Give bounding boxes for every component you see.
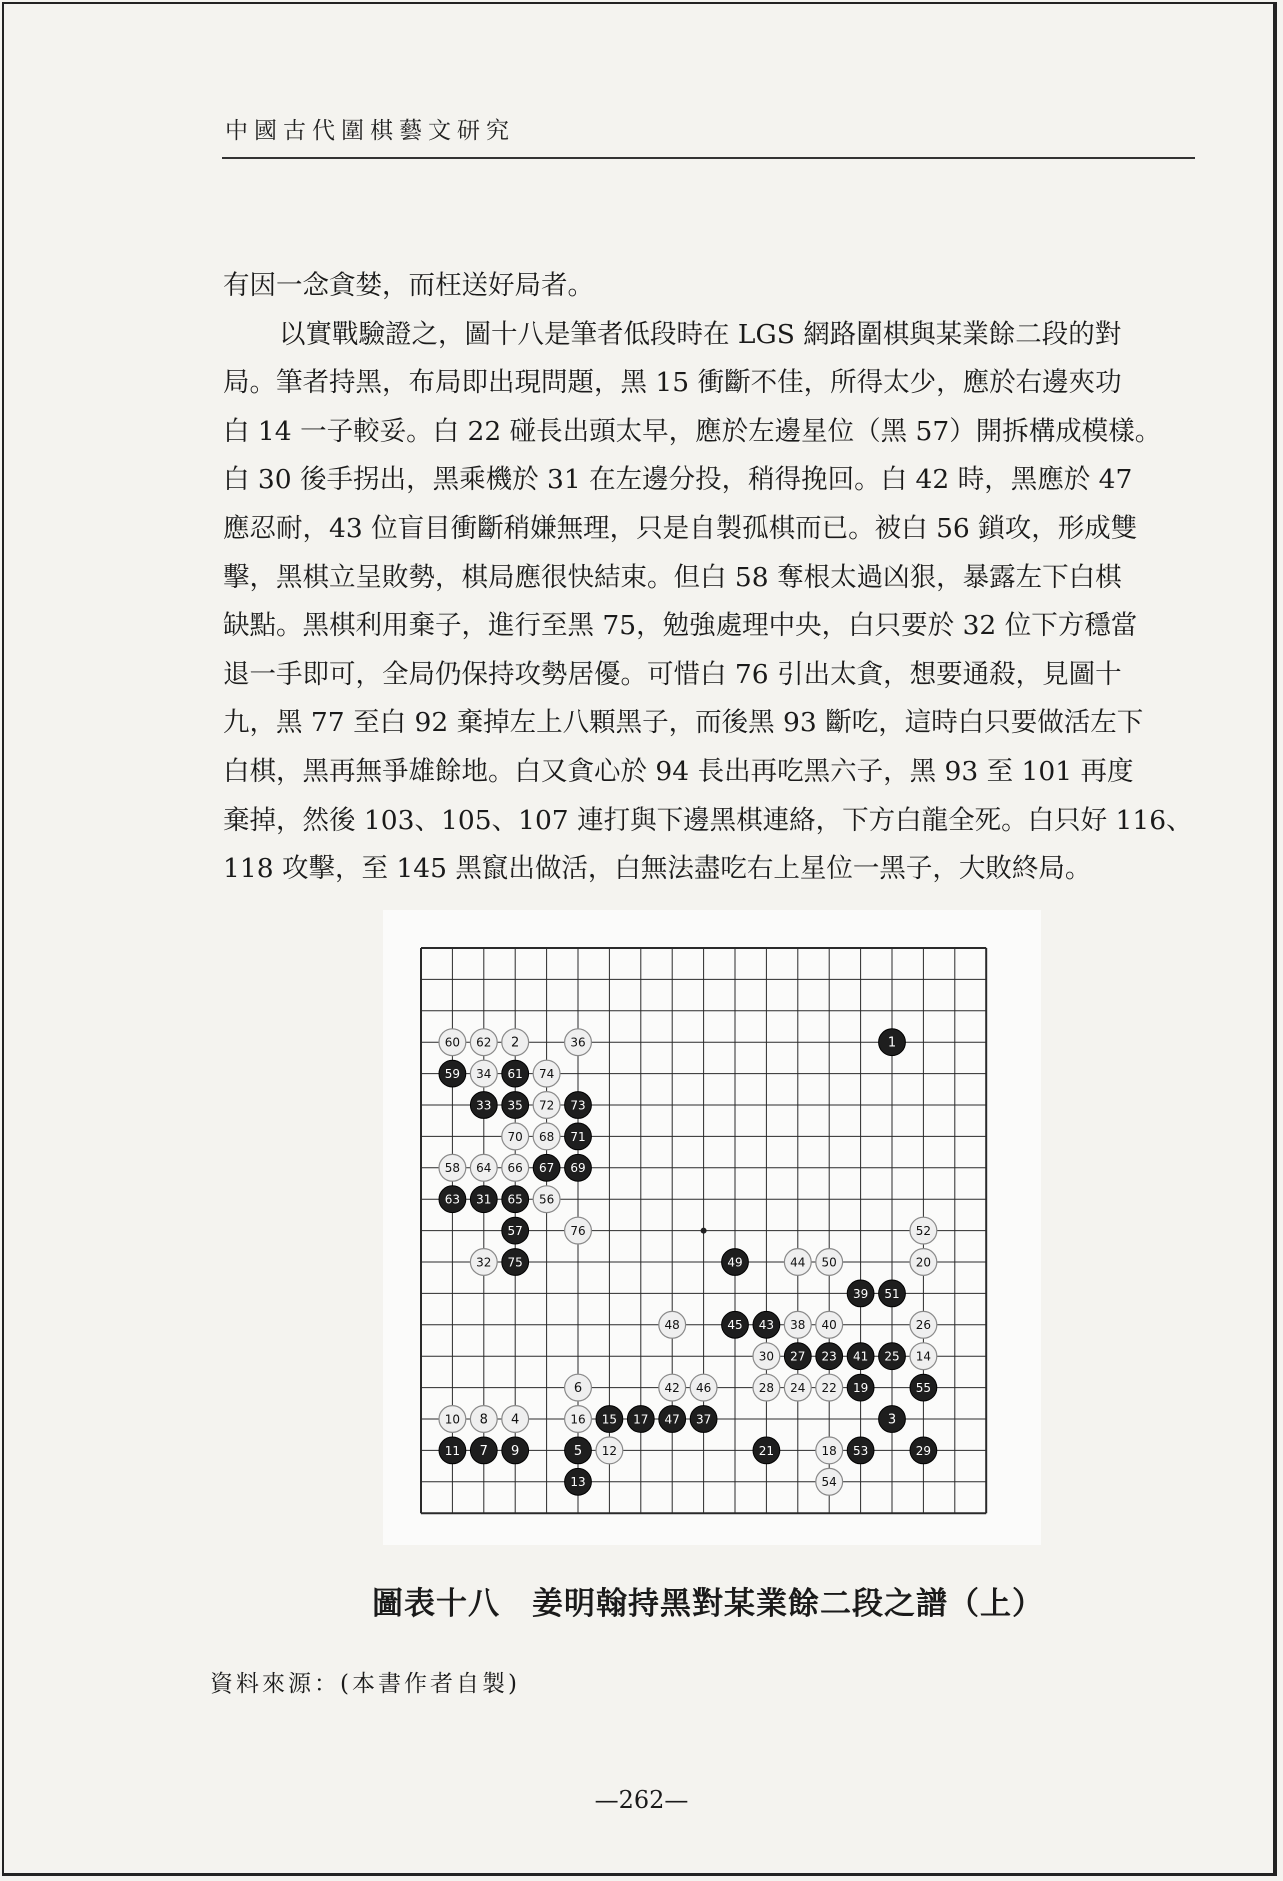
black-stone [753, 1437, 780, 1464]
black-stone [502, 1217, 529, 1244]
move-number: 55 [915, 1381, 932, 1395]
white-stone [470, 1249, 497, 1276]
move-number: 49 [727, 1255, 743, 1270]
move-number: 35 [507, 1098, 523, 1113]
black-stone [502, 1249, 529, 1276]
move-number: 11 [444, 1443, 461, 1458]
text-line: 退一手即可，全局仍保持攻勢居優。可惜白 76 引出太貪，想要通殺，見圖十 [223, 658, 1122, 690]
white-stone [596, 1437, 623, 1464]
move-number: 9 [511, 1443, 520, 1459]
move-number: 36 [570, 1035, 586, 1050]
white-stone [784, 1311, 811, 1338]
black-stone [659, 1406, 686, 1433]
move-number: 29 [915, 1443, 932, 1458]
source-note: 資料來源：(本書作者自製) [210, 1671, 520, 1697]
white-stone [502, 1154, 529, 1181]
move-number: 19 [852, 1381, 869, 1395]
move-number: 46 [695, 1381, 712, 1395]
move-number: 61 [507, 1067, 523, 1081]
move-number: 8 [479, 1412, 488, 1428]
white-stone [470, 1060, 497, 1087]
move-number: 5 [573, 1443, 583, 1459]
move-number: 28 [758, 1381, 775, 1395]
move-number: 43 [758, 1318, 775, 1333]
white-stone [816, 1249, 843, 1276]
go-game-record-figure [383, 910, 1041, 1545]
black-stone [565, 1092, 592, 1119]
move-number: 66 [507, 1161, 523, 1176]
move-number: 42 [664, 1381, 680, 1395]
black-stone [847, 1374, 874, 1401]
white-stone [533, 1060, 560, 1087]
text-line: 局。筆者持黑，布局即出現問題，黑 15 衝斷不佳，所得太少，應於右邊夾功 [223, 367, 1122, 399]
black-stone [502, 1060, 529, 1087]
white-stone [470, 1154, 497, 1181]
black-stone [784, 1343, 811, 1370]
white-stone [470, 1029, 497, 1056]
white-stone [502, 1406, 529, 1433]
white-stone [439, 1029, 466, 1056]
black-stone [565, 1437, 592, 1464]
black-stone [910, 1374, 937, 1401]
white-stone [784, 1374, 811, 1401]
white-stone [816, 1468, 843, 1495]
move-number: 30 [758, 1349, 775, 1364]
black-stone [722, 1249, 749, 1276]
black-stone [627, 1406, 654, 1433]
white-stone [910, 1249, 937, 1276]
move-number: 45 [727, 1318, 743, 1333]
black-stone [565, 1154, 592, 1181]
move-number: 38 [790, 1318, 806, 1333]
move-number: 23 [821, 1349, 837, 1364]
black-stone [879, 1029, 906, 1056]
move-number: 73 [570, 1098, 586, 1113]
running-head-title: 中國古代圍棋藝文研究 [225, 118, 515, 144]
white-stone [565, 1406, 592, 1433]
white-stone [565, 1029, 592, 1056]
move-number: 59 [444, 1067, 461, 1081]
black-stone [470, 1186, 497, 1213]
move-number: 41 [852, 1349, 869, 1364]
move-number: 3 [887, 1412, 897, 1428]
white-stone [659, 1311, 686, 1338]
text-line: 118 攻擊，至 145 黑竄出做活，白無法盡吃右上星位一黑子，大敗終局。 [223, 853, 1092, 885]
move-number: 1 [887, 1035, 897, 1051]
move-number: 63 [444, 1192, 461, 1207]
move-number: 13 [570, 1475, 586, 1490]
move-number: 75 [507, 1255, 523, 1270]
header-rule [222, 157, 1195, 159]
white-stone [816, 1437, 843, 1464]
move-number: 54 [821, 1475, 837, 1490]
text-line: 白 14 一子較妥。白 22 碰長出頭太早，應於左邊星位（黑 57）開拆構成模樣。 [223, 415, 1162, 447]
white-stone [753, 1343, 780, 1370]
move-number: 50 [821, 1255, 837, 1270]
black-stone [439, 1060, 466, 1087]
move-number: 40 [821, 1318, 837, 1333]
move-number: 26 [915, 1318, 932, 1333]
move-number: 72 [538, 1098, 555, 1113]
move-number: 24 [790, 1381, 806, 1395]
black-stone [847, 1343, 874, 1370]
go-board [383, 910, 1041, 1545]
white-stone [502, 1029, 529, 1056]
move-number: 6 [573, 1381, 583, 1396]
black-stone [879, 1280, 906, 1307]
move-number: 15 [601, 1412, 618, 1427]
text-line: 以實戰驗證之，圖十八是筆者低段時在 LGS 網路圍棋與某業餘二段的對 [279, 318, 1122, 350]
white-stone [533, 1092, 560, 1119]
white-stone [816, 1311, 843, 1338]
move-number: 18 [821, 1443, 837, 1458]
move-number: 27 [790, 1349, 806, 1364]
black-stone [502, 1186, 529, 1213]
white-stone [910, 1343, 937, 1370]
move-number: 70 [507, 1129, 523, 1144]
white-stone [816, 1374, 843, 1401]
black-stone [847, 1437, 874, 1464]
move-number: 71 [570, 1129, 586, 1144]
move-number: 53 [852, 1443, 869, 1458]
move-number: 37 [695, 1412, 712, 1427]
black-stone [910, 1437, 937, 1464]
move-number: 20 [915, 1255, 932, 1270]
move-number: 47 [664, 1412, 680, 1427]
figure-caption: 圖表十八 姜明翰持黑對某業餘二段之譜（上） [372, 1586, 1044, 1622]
move-number: 39 [852, 1286, 869, 1301]
black-stone [847, 1280, 874, 1307]
move-number: 76 [570, 1224, 586, 1238]
page-number: —262— [594, 1786, 689, 1814]
white-stone [565, 1217, 592, 1244]
move-number: 14 [915, 1349, 932, 1364]
white-stone [533, 1186, 560, 1213]
white-stone [910, 1311, 937, 1338]
white-stone [533, 1123, 560, 1150]
text-line: 白 30 後手拐出，黑乘機於 31 在左邊分投，稍得挽回。白 42 時，黑應於 47 [223, 464, 1133, 496]
text-line: 缺點。黑棋利用棄子，進行至黑 75，勉強處理中央，白只要於 32 位下方穩當 [223, 610, 1138, 642]
black-stone [879, 1343, 906, 1370]
move-number: 10 [444, 1412, 461, 1427]
black-stone [565, 1123, 592, 1150]
move-number: 34 [476, 1067, 492, 1081]
white-stone [439, 1406, 466, 1433]
star-point [701, 1228, 707, 1234]
move-number: 62 [476, 1035, 492, 1050]
black-stone [690, 1406, 717, 1433]
white-stone [470, 1406, 497, 1433]
move-number: 32 [476, 1255, 492, 1270]
text-line: 白棋，黑再無爭雄餘地。白又貪心於 94 長出再吃黑六子，黑 93 至 101 再度 [223, 755, 1134, 787]
move-number: 48 [664, 1318, 680, 1333]
black-stone [439, 1186, 466, 1213]
black-stone [533, 1154, 560, 1181]
move-number: 31 [476, 1192, 492, 1207]
text-line: 有因一念貪婪，而枉送好局者。 [223, 270, 594, 301]
move-number: 52 [915, 1224, 932, 1238]
black-stone [722, 1311, 749, 1338]
move-number: 58 [444, 1161, 461, 1176]
text-line: 九，黑 77 至白 92 棄掉左上八顆黑子，而後黑 93 斷吃，這時白只要做活左下 [223, 707, 1144, 739]
move-number: 17 [633, 1412, 649, 1427]
black-stone [470, 1092, 497, 1119]
move-number: 4 [511, 1412, 520, 1428]
black-stone [470, 1437, 497, 1464]
move-number: 12 [601, 1443, 618, 1458]
move-number: 25 [884, 1349, 900, 1364]
move-number: 22 [821, 1381, 837, 1395]
black-stone [502, 1092, 529, 1119]
move-number: 68 [538, 1129, 555, 1144]
black-stone [565, 1468, 592, 1495]
move-number: 60 [444, 1035, 461, 1050]
black-stone [596, 1406, 623, 1433]
move-number: 56 [538, 1192, 555, 1207]
move-number: 16 [570, 1412, 586, 1427]
move-number: 64 [476, 1161, 492, 1176]
move-number: 7 [479, 1443, 488, 1459]
move-number: 57 [507, 1224, 523, 1238]
white-stone [753, 1374, 780, 1401]
text-line: 應忍耐，43 位盲目衝斷稍嫌無理，只是自製孤棋而已。被白 56 鎖攻，形成雙 [223, 512, 1138, 544]
move-number: 33 [476, 1098, 492, 1113]
black-stone [879, 1406, 906, 1433]
white-stone [659, 1374, 686, 1401]
move-number: 44 [790, 1255, 806, 1270]
white-stone [439, 1154, 466, 1181]
black-stone [753, 1311, 780, 1338]
white-stone [502, 1123, 529, 1150]
body-text [223, 262, 1196, 894]
text-line: 擊，黑棋立呈敗勢，棋局應很快結束。但白 58 奪根太過凶狠，暴露左下白棋 [223, 561, 1122, 593]
black-stone [816, 1343, 843, 1370]
black-stone [439, 1437, 466, 1464]
white-stone [784, 1249, 811, 1276]
text-line: 棄掉，然後 103、105、107 連打與下邊黑棋連絡，下方白龍全死。白只好 116、 [223, 804, 1193, 836]
white-stone [690, 1374, 717, 1401]
white-stone [910, 1217, 937, 1244]
move-number: 65 [507, 1192, 523, 1207]
move-number: 51 [884, 1286, 900, 1301]
move-number: 2 [511, 1035, 520, 1051]
move-number: 67 [538, 1161, 555, 1176]
move-number: 21 [758, 1443, 775, 1458]
black-stone [502, 1437, 529, 1464]
move-number: 74 [538, 1067, 555, 1081]
move-number: 69 [570, 1161, 586, 1176]
white-stone [565, 1374, 592, 1401]
